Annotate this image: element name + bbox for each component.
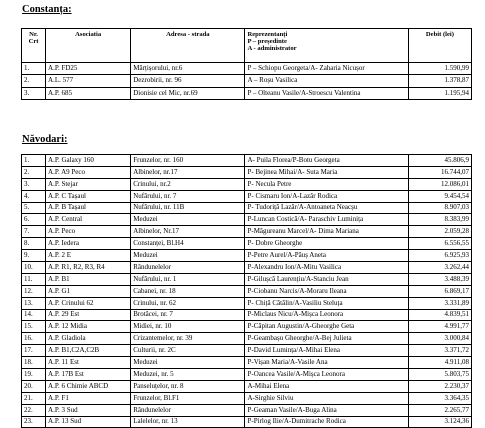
cell-asociatia: A.P. 3 Sud xyxy=(46,404,131,416)
cell-reprezentanti: P- Dobre Gheorghe xyxy=(245,238,408,250)
cell-debit: 45.806,9 xyxy=(408,155,471,167)
cell-reprezentanti: A-Mihai Elena xyxy=(245,380,408,392)
constanta-table xyxy=(21,28,472,100)
cell-nr: 14. xyxy=(22,309,46,321)
cell-asociatia: A.P. 12 Midia xyxy=(46,321,131,333)
table-row xyxy=(22,416,472,428)
cell-adresa: Crizantemelor, nr. 39 xyxy=(131,333,245,345)
table-row xyxy=(22,250,472,262)
table-row xyxy=(22,166,472,178)
cell-nr: 9. xyxy=(22,250,46,262)
cell-nr: 21. xyxy=(22,392,46,404)
cell-nr: 19. xyxy=(22,369,46,381)
cell-adresa: Dezrobirii, nr. 96 xyxy=(131,75,245,87)
cell-reprezentanti: A-Sirghie Silviu xyxy=(245,392,408,404)
cell-reprezentanti: A- Puila Florea/P-Botu Georgeta xyxy=(245,155,408,167)
cell-adresa: Lalelelor, nr. 13 xyxy=(131,416,245,428)
table-row xyxy=(22,75,472,87)
cell-nr: 18. xyxy=(22,357,46,369)
cell-reprezentanti: P- Necula Petre xyxy=(245,178,408,190)
cell-asociatia: A.P. 6 Chimie ABCD xyxy=(46,380,131,392)
cell-debit: 2.265,77 xyxy=(408,404,471,416)
cell-debit: 3.262,44 xyxy=(408,262,471,274)
cell-nr: 12. xyxy=(22,285,46,297)
cell-debit: 3.124,36 xyxy=(408,416,471,428)
cell-reprezentanti: P-Oancea Vasile/A-Mișca Leonora xyxy=(245,369,408,381)
cell-debit: 2.059,28 xyxy=(408,226,471,238)
cell-debit: 2.230,37 xyxy=(408,380,471,392)
cell-nr: 15. xyxy=(22,321,46,333)
cell-debit: 4.991,77 xyxy=(408,321,471,333)
cell-adresa: Nufărului, nr. 1 xyxy=(131,273,245,285)
cell-asociatia: A.P. B1 xyxy=(46,273,131,285)
table-row xyxy=(22,202,472,214)
table-row xyxy=(22,380,472,392)
cell-asociatia: A.P. B Tașaul xyxy=(46,202,131,214)
cell-asociatia: A.P. 29 Est xyxy=(46,309,131,321)
cell-reprezentanti: P- Chiță Cătălin/A-Vasiliu Steluța xyxy=(245,297,408,309)
cell-asociatia: A.P. 17B Est xyxy=(46,369,131,381)
cell-asociatia: A.P. Gladiola xyxy=(46,333,131,345)
cell-adresa: Rândunelelor xyxy=(131,262,245,274)
table-row xyxy=(22,273,472,285)
cell-nr: 2. xyxy=(22,75,46,87)
cell-debit: 9.454,54 xyxy=(408,190,471,202)
table-row xyxy=(22,285,472,297)
cell-adresa: Culturii, nr. 2C xyxy=(131,345,245,357)
table-row xyxy=(22,357,472,369)
cell-debit: 3.331,89 xyxy=(408,297,471,309)
header-debit: Debit (lei) xyxy=(408,29,471,63)
cell-debit: 3.000,84 xyxy=(408,333,471,345)
cell-reprezentanti: P-Vișan Maria/A-Vasile Ana xyxy=(245,357,408,369)
cell-asociatia: A.P. Iedera xyxy=(46,238,131,250)
cell-reprezentanti: P-Miclaus Nicu/A-Mișca Leonora xyxy=(245,309,408,321)
cell-nr: 20. xyxy=(22,380,46,392)
cell-reprezentanti: P-Alexandru Ion/A-Mitu Vasilica xyxy=(245,262,408,274)
cell-debit: 4.911,08 xyxy=(408,357,471,369)
table-row xyxy=(22,238,472,250)
cell-adresa: Mărțișorului, nr.6 xyxy=(131,63,245,75)
table-row xyxy=(22,214,472,226)
table-row xyxy=(22,190,472,202)
cell-adresa: Albinelor, nr.17 xyxy=(131,166,245,178)
section-title-navodari: Năvodari: xyxy=(22,134,68,145)
cell-adresa: Albinelor, Nr.17 xyxy=(131,226,245,238)
cell-nr: 3. xyxy=(22,87,46,99)
cell-asociatia: A.P. Central xyxy=(46,214,131,226)
cell-reprezentanti: P-Petre Aurel/A-Păuș Aneta xyxy=(245,250,408,262)
cell-adresa: Dionisie cel Mic, nr.69 xyxy=(131,87,245,99)
cell-adresa: Rândunelelor xyxy=(131,404,245,416)
cell-adresa: Nufărului, nr. 11B xyxy=(131,202,245,214)
table-row xyxy=(22,392,472,404)
cell-asociatia: A.P. Galaxy 160 xyxy=(46,155,131,167)
cell-adresa: Constanței, Bl.H4 xyxy=(131,238,245,250)
cell-reprezentanti: P-Geaman Vasile/A-Buga Alina xyxy=(245,404,408,416)
section-title-constanta: Constanța: xyxy=(22,4,72,15)
cell-nr: 2. xyxy=(22,166,46,178)
cell-reprezentanti: P-Ciobanu Narcis/A-Moraru Ileana xyxy=(245,285,408,297)
cell-asociatia: A.P. R1, R2, R3, R4 xyxy=(46,262,131,274)
cell-nr: 3. xyxy=(22,178,46,190)
cell-asociatia: A.P. A9 Peco xyxy=(46,166,131,178)
header-reprezentanti: Reprezentanți P – președinte A - administrator xyxy=(245,29,408,63)
cell-nr: 16. xyxy=(22,333,46,345)
cell-adresa: Meduzei xyxy=(131,250,245,262)
cell-nr: 22. xyxy=(22,404,46,416)
cell-adresa: Meduzei xyxy=(131,357,245,369)
table-row xyxy=(22,404,472,416)
cell-asociatia: A.P. 2 E xyxy=(46,250,131,262)
cell-debit: 6.556,55 xyxy=(408,238,471,250)
cell-nr: 10. xyxy=(22,262,46,274)
cell-adresa: Panseluțelor, nr. 8 xyxy=(131,380,245,392)
cell-reprezentanti: P-Geambașu Gheorghe/A-Bej Julieta xyxy=(245,333,408,345)
cell-nr: 1. xyxy=(22,155,46,167)
table-row xyxy=(22,333,472,345)
cell-adresa: Frunzelor, Bl.F1 xyxy=(131,392,245,404)
cell-debit: 1.195,94 xyxy=(408,87,471,99)
table-row xyxy=(22,178,472,190)
cell-nr: 5. xyxy=(22,202,46,214)
cell-reprezentanti: P – Olteanu Vasile/A-Stroescu Valentina xyxy=(245,87,408,99)
cell-reprezentanti: P-Măgureanu Marcel/A- Dima Mariana xyxy=(245,226,408,238)
cell-reprezentanti: P-David Lumința/A-Mihai Elena xyxy=(245,345,408,357)
table-row xyxy=(22,262,472,274)
table-row xyxy=(22,321,472,333)
cell-reprezentanti: P-Gilușcă Laurențiu/A-Stanciu Jean xyxy=(245,273,408,285)
table-row xyxy=(22,63,472,75)
header-adresa: Adresa - strada xyxy=(131,29,245,63)
cell-asociatia: A.P. 11 Est xyxy=(46,357,131,369)
header-nr: Nr. Crt xyxy=(22,29,46,63)
cell-debit: 12.086,01 xyxy=(408,178,471,190)
navodari-table xyxy=(21,154,472,428)
cell-reprezentanti: P – Schiopu Georgeta/A- Zaharia Nicușor xyxy=(245,63,408,75)
cell-adresa: Crinului, nr. 62 xyxy=(131,297,245,309)
cell-nr: 7. xyxy=(22,226,46,238)
cell-debit: 3.488,39 xyxy=(408,273,471,285)
cell-reprezentanti: P- Bejinea Mihai/A- Suta Maria xyxy=(245,166,408,178)
cell-asociatia: A.P. Stejar xyxy=(46,178,131,190)
cell-adresa: Crinului, nr.2 xyxy=(131,178,245,190)
cell-reprezentanti: P-Luncan Costică/A- Paraschiv Luminița xyxy=(245,214,408,226)
cell-debit: 1.590,99 xyxy=(408,63,471,75)
cell-asociatia: A.P. Peco xyxy=(46,226,131,238)
cell-debit: 3.371,72 xyxy=(408,345,471,357)
table-row xyxy=(22,297,472,309)
cell-debit: 1.378,87 xyxy=(408,75,471,87)
cell-nr: 4. xyxy=(22,190,46,202)
cell-reprezentanti: P-Căpitan Augustin/A-Gheorghe Geta xyxy=(245,321,408,333)
cell-asociatia: A.P. 13 Sud xyxy=(46,416,131,428)
cell-debit: 5.803,75 xyxy=(408,369,471,381)
cell-reprezentanti: P-Pirlog Ilie/A-Dumitrache Rodica xyxy=(245,416,408,428)
cell-reprezentanti: P- Cismaru Ion/A-Lazăr Rodica xyxy=(245,190,408,202)
table-row xyxy=(22,369,472,381)
cell-asociatia: A.P. FD25 xyxy=(46,63,131,75)
cell-adresa: Frunzelor, nr. 160 xyxy=(131,155,245,167)
cell-adresa: Nufărului, nr. 7 xyxy=(131,190,245,202)
table-row xyxy=(22,309,472,321)
table-row xyxy=(22,345,472,357)
cell-adresa: Brotăcei, nr. 7 xyxy=(131,309,245,321)
cell-asociatia: A.P. G1 xyxy=(46,285,131,297)
cell-nr: 11. xyxy=(22,273,46,285)
cell-nr: 6. xyxy=(22,214,46,226)
table-row xyxy=(22,155,472,167)
cell-asociatia: A.P. Crinului 62 xyxy=(46,297,131,309)
cell-adresa: Meduzei xyxy=(131,214,245,226)
cell-debit: 6.925,93 xyxy=(408,250,471,262)
cell-debit: 4.839,51 xyxy=(408,309,471,321)
table-header-row xyxy=(22,29,472,63)
cell-debit: 6.869,17 xyxy=(408,285,471,297)
cell-asociatia: A.P. F1 xyxy=(46,392,131,404)
cell-asociatia: A.P. B1,C2A,C2B xyxy=(46,345,131,357)
cell-reprezentanti: A – Roșu Vasilica xyxy=(245,75,408,87)
cell-nr: 17. xyxy=(22,345,46,357)
cell-asociatia: A.P. C Tașaul xyxy=(46,190,131,202)
cell-adresa: Meduzei, nr. 5 xyxy=(131,369,245,381)
cell-nr: 13. xyxy=(22,297,46,309)
header-asociatia: Asociatia xyxy=(46,29,131,63)
table-row xyxy=(22,226,472,238)
cell-nr: 1. xyxy=(22,63,46,75)
cell-debit: 8.907,03 xyxy=(408,202,471,214)
cell-reprezentanti: P- Tudoriță Lazăr/A-Antoaneta Neacșu xyxy=(245,202,408,214)
cell-adresa: Cabanei, nr. 18 xyxy=(131,285,245,297)
table-row xyxy=(22,87,472,99)
cell-asociatia: A.L. 577 xyxy=(46,75,131,87)
cell-debit: 8.383,99 xyxy=(408,214,471,226)
cell-debit: 3.364,35 xyxy=(408,392,471,404)
cell-nr: 23. xyxy=(22,416,46,428)
cell-nr: 8. xyxy=(22,238,46,250)
cell-adresa: Midiei, nr. 10 xyxy=(131,321,245,333)
cell-debit: 16.744,07 xyxy=(408,166,471,178)
cell-asociatia: A.P. 685 xyxy=(46,87,131,99)
